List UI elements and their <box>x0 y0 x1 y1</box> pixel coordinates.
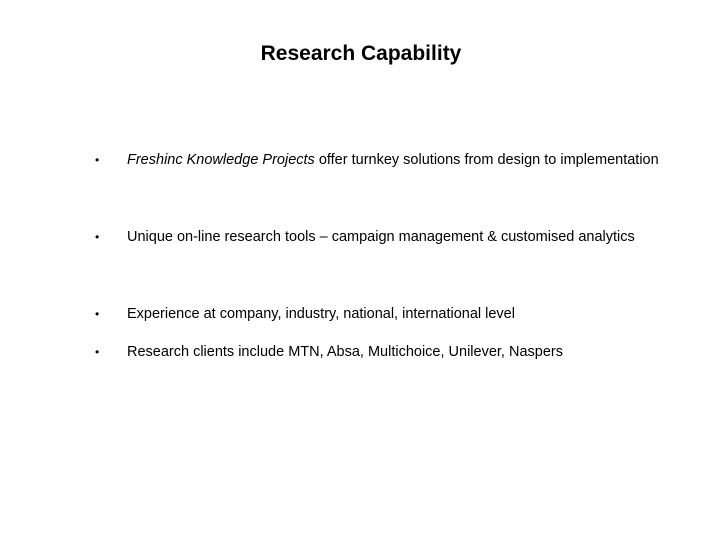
slide-title: Research Capability <box>260 42 462 65</box>
bullet-marker: • <box>95 345 100 359</box>
bullet-italic-text: Freshinc Knowledge Projects <box>127 152 315 168</box>
bullet-text <box>127 142 687 179</box>
bullet-text <box>127 296 687 333</box>
bullet-body-text: Unique on-line research tools – campaign management & customised analytics <box>127 229 635 245</box>
bullet-body-text: Research clients include MTN, Absa, Multichoice, Unilever, Naspers <box>127 344 563 360</box>
bullet-marker: • <box>95 307 100 321</box>
bullet-text <box>127 334 687 371</box>
bullet-marker: • <box>95 153 100 167</box>
bullet-marker: • <box>95 230 100 244</box>
bullet-body-text: offer turnkey solutions from design to implementation <box>314 152 659 168</box>
bullet-text <box>127 219 687 256</box>
bullet-body-text: Experience at company, industry, national, international level <box>127 306 515 322</box>
